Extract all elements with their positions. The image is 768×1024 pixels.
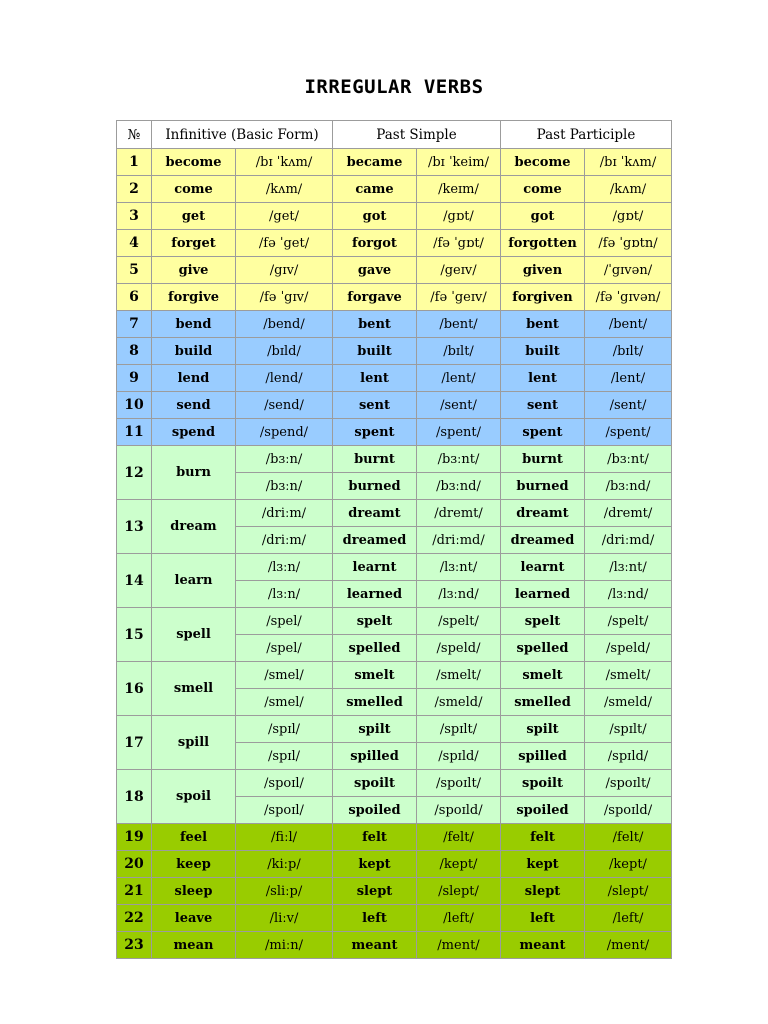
- inf-word: spill: [152, 716, 236, 770]
- inf-ipa: /spend/: [236, 419, 333, 446]
- verb-number: 5: [117, 257, 152, 284]
- inf-ipa: /bɪ ˈkʌm/: [236, 149, 333, 176]
- past-ipa: /left/: [417, 905, 501, 932]
- past-ipa: /keɪm/: [417, 176, 501, 203]
- past-ipa: /sent/: [417, 392, 501, 419]
- verb-number: 19: [117, 824, 152, 851]
- pp-word: spilled: [501, 743, 585, 770]
- past-word: felt: [333, 824, 417, 851]
- pp-ipa: /dremt/: [585, 500, 672, 527]
- inf-ipa: /gɪv/: [236, 257, 333, 284]
- inf-ipa: /lɜːn/: [236, 581, 333, 608]
- inf-ipa: /smel/: [236, 689, 333, 716]
- past-word: meant: [333, 932, 417, 959]
- pp-word: left: [501, 905, 585, 932]
- pp-ipa: /ment/: [585, 932, 672, 959]
- inf-ipa: /bɜːn/: [236, 473, 333, 500]
- past-ipa: /ment/: [417, 932, 501, 959]
- past-word: forgave: [333, 284, 417, 311]
- inf-ipa: /bend/: [236, 311, 333, 338]
- verb-number: 12: [117, 446, 152, 500]
- irregular-verbs-table: [116, 120, 672, 959]
- past-word: left: [333, 905, 417, 932]
- verb-number: 11: [117, 419, 152, 446]
- pp-ipa: /fə ˈgɪvən/: [585, 284, 672, 311]
- past-ipa: /bɪ ˈkeim/: [417, 149, 501, 176]
- table-row: [117, 365, 672, 392]
- verb-number: 20: [117, 851, 152, 878]
- verb-number: 14: [117, 554, 152, 608]
- inf-word: learn: [152, 554, 236, 608]
- past-ipa: /lɜːnt/: [417, 554, 501, 581]
- pp-word: spoilt: [501, 770, 585, 797]
- pp-word: bent: [501, 311, 585, 338]
- inf-word: smell: [152, 662, 236, 716]
- table-row: [117, 176, 672, 203]
- verb-number: 23: [117, 932, 152, 959]
- past-ipa: /spɪld/: [417, 743, 501, 770]
- pp-ipa: /driːmd/: [585, 527, 672, 554]
- past-word: spent: [333, 419, 417, 446]
- pp-word: dreamed: [501, 527, 585, 554]
- table-header-row: [117, 121, 672, 149]
- header-infinitive: Infinitive (Basic Form): [152, 121, 333, 149]
- past-word: burned: [333, 473, 417, 500]
- past-word: sent: [333, 392, 417, 419]
- pp-word: meant: [501, 932, 585, 959]
- past-word: smelled: [333, 689, 417, 716]
- inf-word: forgive: [152, 284, 236, 311]
- pp-word: spelt: [501, 608, 585, 635]
- inf-ipa: /lend/: [236, 365, 333, 392]
- past-word: lent: [333, 365, 417, 392]
- past-ipa: /bɜːnt/: [417, 446, 501, 473]
- inf-ipa: /driːm/: [236, 500, 333, 527]
- inf-ipa: /spɪl/: [236, 743, 333, 770]
- past-word: gave: [333, 257, 417, 284]
- past-ipa: /spoɪld/: [417, 797, 501, 824]
- pp-word: come: [501, 176, 585, 203]
- table-row: [117, 824, 672, 851]
- verb-number: 22: [117, 905, 152, 932]
- inf-word: forget: [152, 230, 236, 257]
- past-word: spoiled: [333, 797, 417, 824]
- inf-ipa: /spel/: [236, 608, 333, 635]
- table-row: [117, 716, 672, 743]
- pp-ipa: /spɪld/: [585, 743, 672, 770]
- pp-ipa: /lɜːnt/: [585, 554, 672, 581]
- inf-word: spell: [152, 608, 236, 662]
- inf-ipa: /send/: [236, 392, 333, 419]
- past-ipa: /fə ˈgeɪv/: [417, 284, 501, 311]
- past-word: bent: [333, 311, 417, 338]
- past-word: learned: [333, 581, 417, 608]
- past-ipa: /dremt/: [417, 500, 501, 527]
- verb-number: 7: [117, 311, 152, 338]
- pp-word: spilt: [501, 716, 585, 743]
- table-row: [117, 851, 672, 878]
- pp-ipa: /left/: [585, 905, 672, 932]
- pp-word: got: [501, 203, 585, 230]
- table-row: [117, 257, 672, 284]
- verb-number: 18: [117, 770, 152, 824]
- pp-ipa: /kept/: [585, 851, 672, 878]
- pp-ipa: /spelt/: [585, 608, 672, 635]
- inf-ipa: /bɜːn/: [236, 446, 333, 473]
- inf-word: lend: [152, 365, 236, 392]
- verb-number: 6: [117, 284, 152, 311]
- pp-ipa: /lent/: [585, 365, 672, 392]
- verb-number: 8: [117, 338, 152, 365]
- table-row: [117, 338, 672, 365]
- past-ipa: /geɪv/: [417, 257, 501, 284]
- past-ipa: /spent/: [417, 419, 501, 446]
- past-word: became: [333, 149, 417, 176]
- pp-ipa: /kʌm/: [585, 176, 672, 203]
- past-ipa: /spoɪlt/: [417, 770, 501, 797]
- inf-ipa: /liːv/: [236, 905, 333, 932]
- pp-ipa: /spoɪlt/: [585, 770, 672, 797]
- table-row: [117, 932, 672, 959]
- table-row: [117, 419, 672, 446]
- pp-word: spelled: [501, 635, 585, 662]
- table-row: [117, 311, 672, 338]
- past-word: dreamed: [333, 527, 417, 554]
- header-past-participle: Past Participle: [501, 121, 672, 149]
- pp-ipa: /lɜːnd/: [585, 581, 672, 608]
- pp-word: lent: [501, 365, 585, 392]
- pp-ipa: /gɒt/: [585, 203, 672, 230]
- past-word: forgot: [333, 230, 417, 257]
- verb-number: 17: [117, 716, 152, 770]
- past-word: built: [333, 338, 417, 365]
- table-row: [117, 149, 672, 176]
- pp-word: built: [501, 338, 585, 365]
- past-ipa: /smelt/: [417, 662, 501, 689]
- inf-word: spend: [152, 419, 236, 446]
- pp-ipa: /bɜːnd/: [585, 473, 672, 500]
- inf-ipa: /get/: [236, 203, 333, 230]
- past-ipa: /speld/: [417, 635, 501, 662]
- table-body: [117, 149, 672, 959]
- inf-ipa: /fiːl/: [236, 824, 333, 851]
- table-row: [117, 608, 672, 635]
- pp-word: become: [501, 149, 585, 176]
- past-ipa: /lɜːnd/: [417, 581, 501, 608]
- pp-word: spent: [501, 419, 585, 446]
- inf-word: mean: [152, 932, 236, 959]
- inf-word: feel: [152, 824, 236, 851]
- inf-word: become: [152, 149, 236, 176]
- table-row: [117, 230, 672, 257]
- pp-word: forgiven: [501, 284, 585, 311]
- pp-ipa: /felt/: [585, 824, 672, 851]
- inf-ipa: /sliːp/: [236, 878, 333, 905]
- table-row: [117, 500, 672, 527]
- past-ipa: /bɜːnd/: [417, 473, 501, 500]
- inf-word: leave: [152, 905, 236, 932]
- inf-ipa: /spoɪl/: [236, 770, 333, 797]
- pp-ipa: /speld/: [585, 635, 672, 662]
- pp-word: felt: [501, 824, 585, 851]
- pp-word: burned: [501, 473, 585, 500]
- table-row: [117, 554, 672, 581]
- pp-word: burnt: [501, 446, 585, 473]
- past-word: kept: [333, 851, 417, 878]
- inf-ipa: /miːn/: [236, 932, 333, 959]
- inf-word: dream: [152, 500, 236, 554]
- inf-ipa: /smel/: [236, 662, 333, 689]
- inf-word: spoil: [152, 770, 236, 824]
- past-ipa: /spelt/: [417, 608, 501, 635]
- pp-word: learnt: [501, 554, 585, 581]
- past-ipa: /lent/: [417, 365, 501, 392]
- past-ipa: /fə ˈgɒt/: [417, 230, 501, 257]
- verb-number: 2: [117, 176, 152, 203]
- inf-word: come: [152, 176, 236, 203]
- verb-number: 21: [117, 878, 152, 905]
- past-word: smelt: [333, 662, 417, 689]
- table-row: [117, 878, 672, 905]
- pp-ipa: /slept/: [585, 878, 672, 905]
- past-word: came: [333, 176, 417, 203]
- inf-ipa: /kiːp/: [236, 851, 333, 878]
- past-word: dreamt: [333, 500, 417, 527]
- verb-number: 15: [117, 608, 152, 662]
- table-row: [117, 203, 672, 230]
- past-word: slept: [333, 878, 417, 905]
- past-word: got: [333, 203, 417, 230]
- pp-word: given: [501, 257, 585, 284]
- header-number: №: [117, 121, 152, 149]
- inf-word: build: [152, 338, 236, 365]
- page-title: IRREGULAR VERBS: [304, 76, 484, 98]
- inf-ipa: /spɪl/: [236, 716, 333, 743]
- inf-word: sleep: [152, 878, 236, 905]
- past-ipa: /slept/: [417, 878, 501, 905]
- pp-ipa: /spɪlt/: [585, 716, 672, 743]
- past-ipa: /bent/: [417, 311, 501, 338]
- table-row: [117, 284, 672, 311]
- table-row: [117, 392, 672, 419]
- pp-word: slept: [501, 878, 585, 905]
- pp-ipa: /spent/: [585, 419, 672, 446]
- inf-ipa: /driːm/: [236, 527, 333, 554]
- pp-ipa: /ˈgɪvən/: [585, 257, 672, 284]
- past-ipa: /spɪlt/: [417, 716, 501, 743]
- pp-ipa: /bent/: [585, 311, 672, 338]
- inf-ipa: /fə ˈget/: [236, 230, 333, 257]
- pp-word: smelt: [501, 662, 585, 689]
- inf-ipa: /spel/: [236, 635, 333, 662]
- inf-word: burn: [152, 446, 236, 500]
- verb-number: 1: [117, 149, 152, 176]
- inf-word: get: [152, 203, 236, 230]
- inf-word: bend: [152, 311, 236, 338]
- pp-word: smelled: [501, 689, 585, 716]
- past-word: spelt: [333, 608, 417, 635]
- pp-word: forgotten: [501, 230, 585, 257]
- pp-word: dreamt: [501, 500, 585, 527]
- table-row: [117, 662, 672, 689]
- pp-ipa: /bɜːnt/: [585, 446, 672, 473]
- table-row: [117, 446, 672, 473]
- table-row: [117, 905, 672, 932]
- verb-number: 4: [117, 230, 152, 257]
- pp-word: sent: [501, 392, 585, 419]
- pp-word: spoiled: [501, 797, 585, 824]
- past-word: burnt: [333, 446, 417, 473]
- past-ipa: /smeld/: [417, 689, 501, 716]
- past-word: spilled: [333, 743, 417, 770]
- verb-number: 10: [117, 392, 152, 419]
- verb-number: 9: [117, 365, 152, 392]
- pp-ipa: /smelt/: [585, 662, 672, 689]
- header-past-simple: Past Simple: [333, 121, 501, 149]
- past-ipa: /kept/: [417, 851, 501, 878]
- past-ipa: /gɒt/: [417, 203, 501, 230]
- past-ipa: /felt/: [417, 824, 501, 851]
- past-ipa: /driːmd/: [417, 527, 501, 554]
- verb-number: 3: [117, 203, 152, 230]
- pp-ipa: /spoɪld/: [585, 797, 672, 824]
- pp-ipa: /bɪ ˈkʌm/: [585, 149, 672, 176]
- table-row: [117, 770, 672, 797]
- past-word: spoilt: [333, 770, 417, 797]
- pp-ipa: /sent/: [585, 392, 672, 419]
- past-word: spelled: [333, 635, 417, 662]
- pp-word: kept: [501, 851, 585, 878]
- past-ipa: /bɪlt/: [417, 338, 501, 365]
- verb-number: 13: [117, 500, 152, 554]
- inf-ipa: /lɜːn/: [236, 554, 333, 581]
- inf-ipa: /kʌm/: [236, 176, 333, 203]
- inf-word: send: [152, 392, 236, 419]
- past-word: spilt: [333, 716, 417, 743]
- inf-word: keep: [152, 851, 236, 878]
- verb-number: 16: [117, 662, 152, 716]
- past-word: learnt: [333, 554, 417, 581]
- inf-word: give: [152, 257, 236, 284]
- pp-ipa: /smeld/: [585, 689, 672, 716]
- inf-ipa: /fə ˈgɪv/: [236, 284, 333, 311]
- inf-ipa: /spoɪl/: [236, 797, 333, 824]
- pp-ipa: /fə ˈgɒtn/: [585, 230, 672, 257]
- pp-ipa: /bɪlt/: [585, 338, 672, 365]
- inf-ipa: /bɪld/: [236, 338, 333, 365]
- pp-word: learned: [501, 581, 585, 608]
